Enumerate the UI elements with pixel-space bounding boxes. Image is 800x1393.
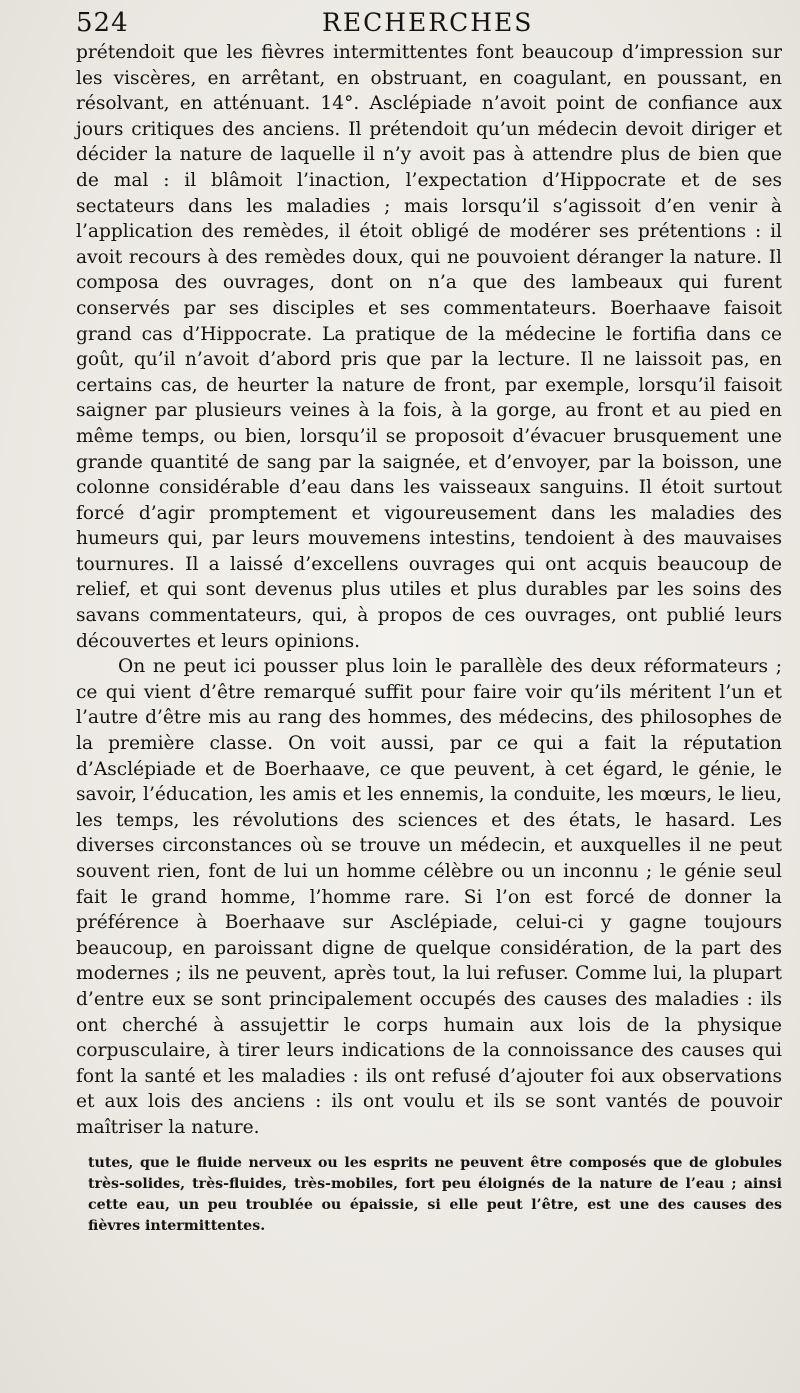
page-header	[76, 4, 782, 40]
paragraph-2: On ne peut ici pousser plus loin le parallèle des deux réformateurs ; ce qui vient d’être remarqué suffit pour faire voir qu’ils méritent l’un et l’autre d’être mis au rang des hommes, des médecins, des philosophes de la première classe. On voit aussi, par ce qui a fait la réputation d’Asclépiade et de Boerhaave, ce que peuvent, à cet égard, le génie, le savoir, l’éducation, les amis et les ennemis, la conduite, les mœurs, le lieu, les temps, les révolutions des sciences et des états, le hasard. Les diverses circonstances où se trouve un médecin, et auxquelles il ne peut souvent rien, font de lui un homme célèbre ou un inconnu ; le génie seul fait le grand homme, l’homme rare. Si l’on est forcé de donner la préférence à Boerhaave sur Asclépiade, celui-ci y gagne toujours beaucoup, en paroissant digne de quelque considération, de la part des modernes ; ils ne peuvent, après tout, la lui refuser. Comme lui, la plupart d’entre eux se sont principalement occupés des causes des maladies : ils ont cherché à assujettir le corps humain aux lois de la physique corpusculaire, à tirer leurs indications de la connoissance des causes qui font la santé et les maladies : ils ont refusé d’ajouter foi aux observations et aux lois des anciens : ils ont voulu et ils se sont vantés de pouvoir maîtriser la nature.	[76, 656, 782, 1138]
main-text	[76, 40, 782, 1141]
page-number: 524	[76, 8, 129, 38]
footnote: tutes, que le fluide nerveux ou les esprits ne peuvent être composés que de globules très-solides, très-fluides, très-mobiles, fort peu éloignés de la nature de l’eau ; ainsi cette eau, un peu troublée ou épaissie, si elle peut l’être, est une des causes des fièvres intermittentes.	[88, 1154, 782, 1234]
paragraph-1: prétendoit que les fièvres intermittentes font beaucoup d’impression sur les viscères, en arrêtant, en obstruant, en coagulant, en poussant, en résolvant, en atténuant. 14°. Asclépiade n’avoit point de confiance aux jours critiques des anciens. Il prétendoit qu’un médecin devoit diriger et décider la nature de laquelle il n’y avoit pas à attendre plus de bien que de mal : il blâmoit l’inaction, l’expectation d’Hippocrate et de ses sectateurs dans les maladies ; mais lorsqu’il s’agissoit d’en venir à l’application des remèdes, il étoit obligé de modérer ses prétentions : il avoit recours à des remèdes doux, qui ne pouvoient déranger la nature. Il composa des ouvrages, dont on n’a que des lambeaux qui furent conservés par ses disciples et ses commentateurs. Boerhaave faisoit grand cas d’Hippocrate. La pratique de la médecine le fortifia dans ce goût, qu’il n’avoit d’abord pris que par la lecture. Il ne laissoit pas, en certains cas, de heurter la nature de front, par exemple, lorsqu’il faisoit saigner par plusieurs veines à la fois, à la gorge, au front et au pied en même temps, ou bien, lorsqu’il se proposoit d’évacuer brusquement une grande quantité de sang par la saignée, et d’envoyer, par la boisson, une colonne considérable d’eau dans les vaisseaux sanguins. Il étoit surtout forcé d’agir promptement et vigoureusement dans les maladies des humeurs qui, par leurs mouvemens intestins, tendoient à des mauvaises tournures. Il a laissé d’excellens ouvrages qui ont acquis beaucoup de relief, et qui sont devenus plus utiles et plus durables par les soins des savans commentateurs, qui, à propos de ces ouvrages, ont publié leurs découvertes et leurs opinions.	[76, 42, 782, 652]
running-head: RECHERCHES	[322, 8, 534, 37]
